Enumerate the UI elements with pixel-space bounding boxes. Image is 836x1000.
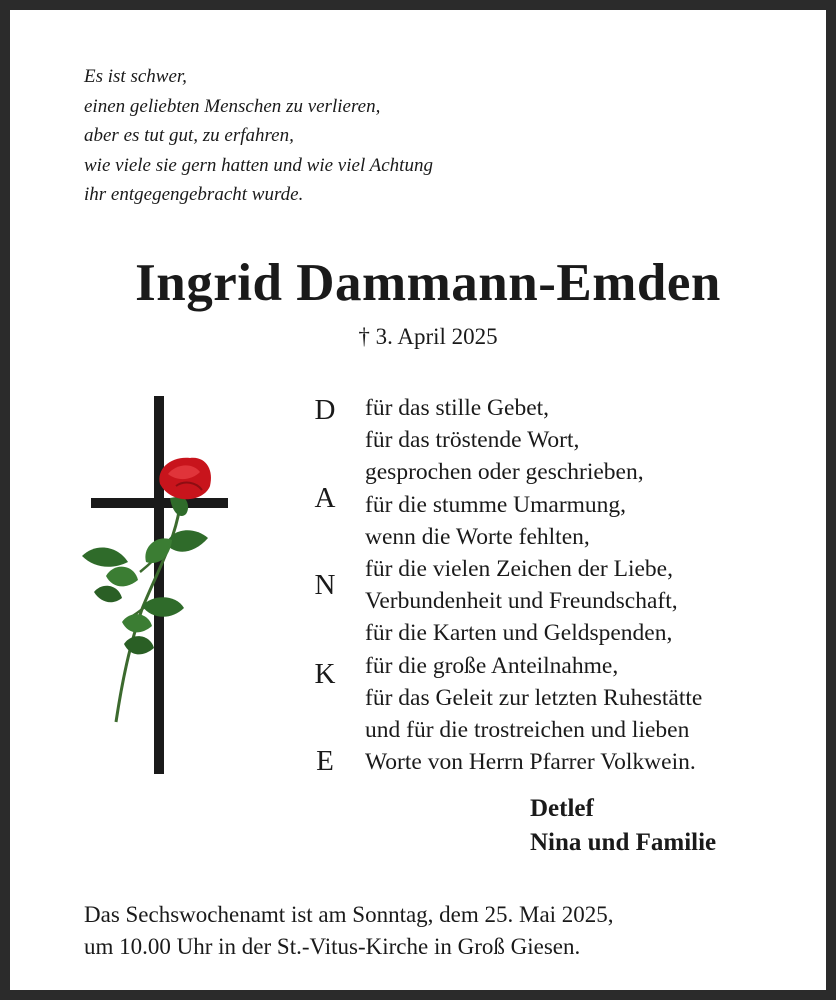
signature-block (530, 792, 716, 860)
notice-line: Das Sechswochenamt ist am Sonntag, dem 25. Mai 2025, (84, 902, 614, 927)
thanks-line: für das Geleit zur letzten Ruhestätte (365, 684, 703, 711)
thanks-line: für das tröstende Wort, (365, 427, 580, 454)
thanks-line: für die große Anteilnahme, (365, 652, 619, 679)
quote-line: einen geliebten Menschen zu verlieren, (84, 95, 381, 117)
opening-quote (84, 62, 433, 210)
quote-line: Es ist schwer, (84, 66, 187, 87)
cross-with-rose-illustration (76, 394, 236, 779)
quote-line: ihr entgegengebracht wurde. (84, 184, 304, 205)
thanks-line: für das stille Gebet, (365, 395, 550, 421)
thanks-text (365, 392, 702, 778)
thanks-line: für die vielen Zeichen der Liebe, (365, 556, 673, 583)
acrostic-letter: D (314, 394, 336, 426)
acrostic-letter: K (314, 658, 336, 690)
thanks-line: Worte von Herrn Pfarrer Volkwein. (365, 749, 696, 776)
thanks-line: gesprochen oder geschrieben, (365, 459, 644, 486)
thanks-line: für die stumme Umarmung, (365, 491, 627, 518)
rose-icon (82, 458, 211, 722)
notice-line: um 10.00 Uhr in der St.-Vitus-Kirche in Groß Giesen. (84, 934, 581, 959)
acrostic-letter: E (316, 745, 334, 777)
thanks-line: und für die trostreichen und lieben (365, 717, 690, 744)
acrostic-letter: A (314, 482, 336, 514)
thanks-line: wenn die Worte fehlten, (365, 523, 590, 550)
deceased-name: Ingrid Dammann-Emden (135, 254, 721, 312)
quote-line: aber es tut gut, zu erfahren, (84, 125, 294, 146)
acrostic-letter: N (314, 569, 336, 601)
signature-line: Detlef (530, 795, 594, 822)
memorial-service-notice (84, 899, 614, 963)
thanks-line: für die Karten und Geldspenden, (365, 620, 673, 647)
death-date: † 3. April 2025 (358, 324, 498, 349)
signature-line: Nina und Familie (530, 829, 717, 856)
thanks-line: Verbundenheit und Freundschaft, (365, 588, 678, 615)
quote-line: wie viele sie gern hatten und wie viel Achtung (84, 154, 433, 176)
cross-icon (91, 396, 228, 774)
